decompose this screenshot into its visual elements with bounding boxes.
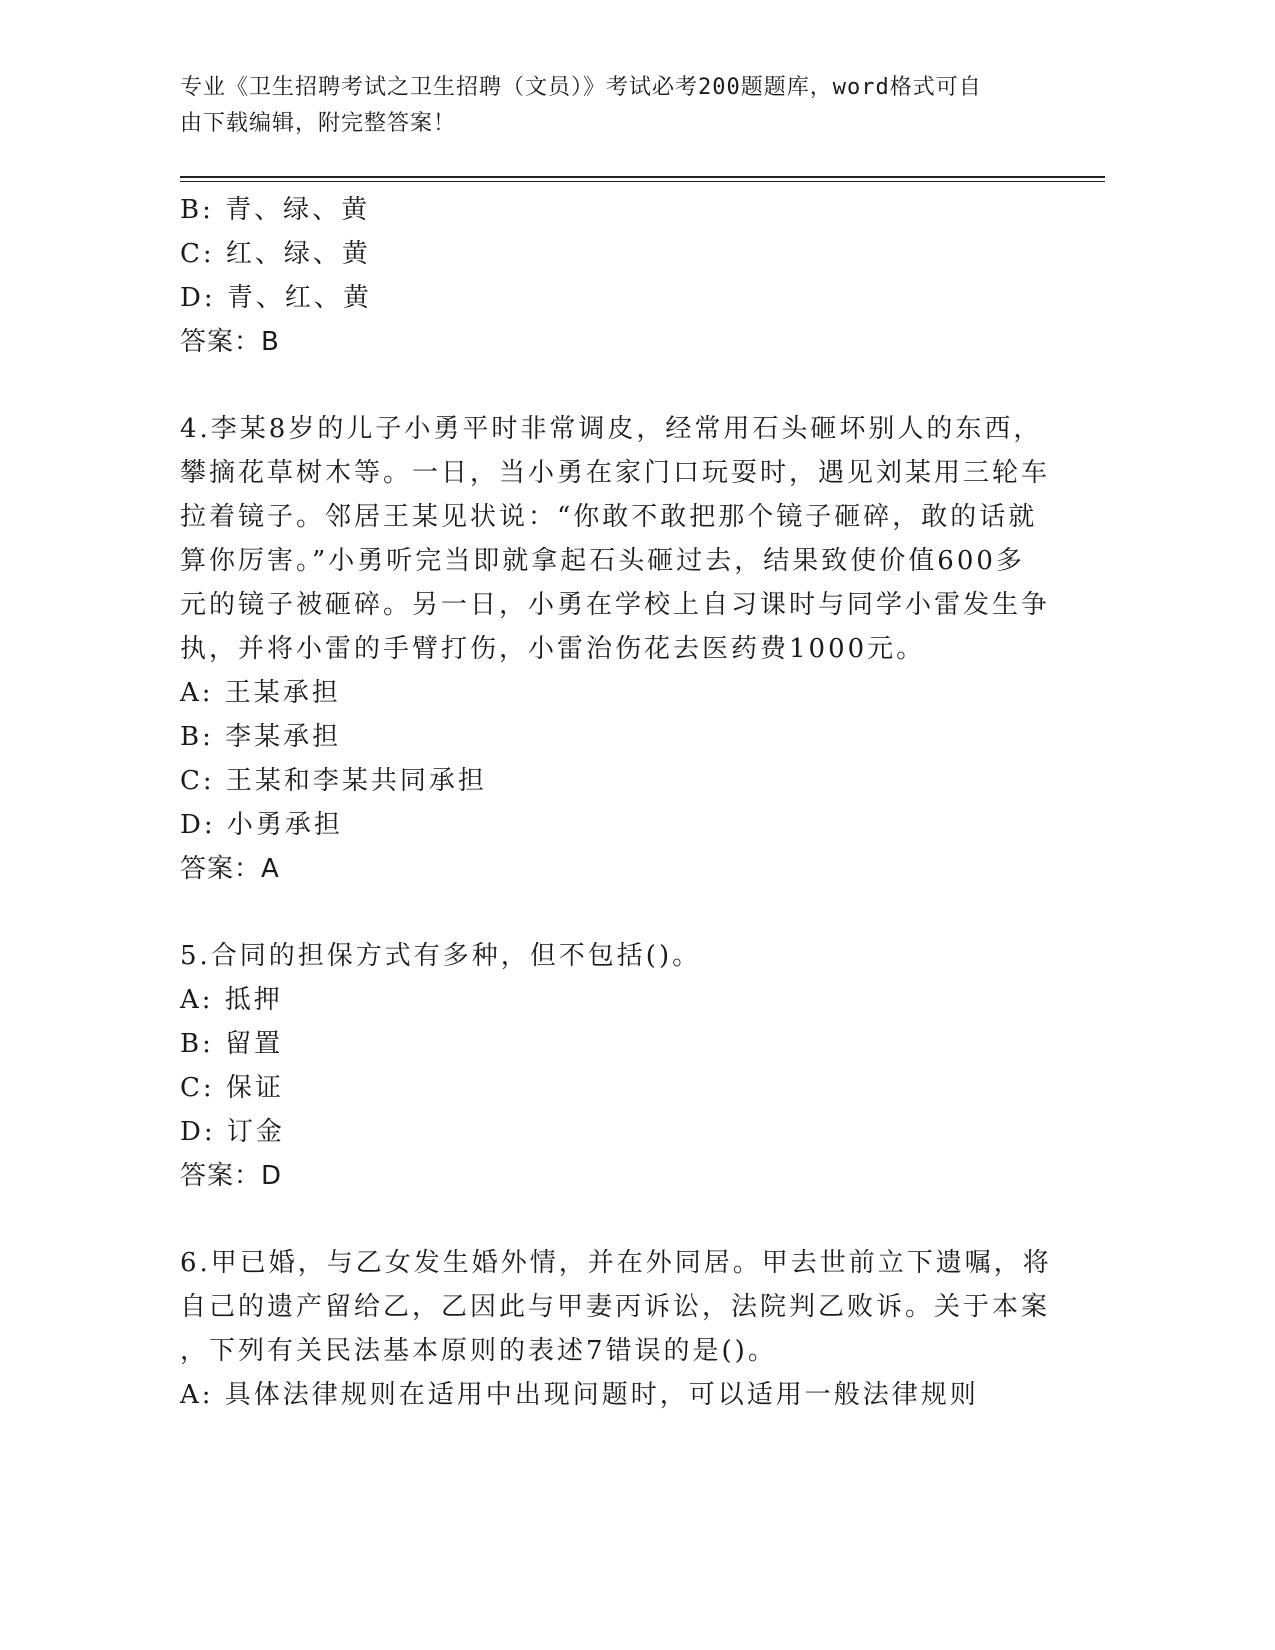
option-b: B: 李某承担 [180,722,342,752]
question-stem-line: 执，并将小雷的手臂打伤，小雷治伤花去医药费1000元。 [180,634,926,664]
question-stem-line: 攀摘花草树木等。一日，当小勇在家门口玩耍时，遇见刘某用三轮车 [180,458,1051,488]
option-b: B: 留置 [180,1029,284,1059]
document-header [180,70,1030,142]
header-line: 由下载编辑，附完整答案！ [180,111,457,136]
option-b: B: 青、绿、黄 [180,195,371,225]
option-d: D: 订金 [180,1117,285,1147]
answer-line: 答案：B [180,327,280,357]
question-stem-line: 5.合同的担保方式有多种，但不包括()。 [180,941,702,971]
option-d: D: 青、红、黄 [180,283,372,313]
option-a: A: 具体法律规则在适用中出现问题时，可以适用一般法律规则 [180,1380,979,1410]
spacer [180,364,1030,407]
question-stem-line: 拉着镜子。邻居王某见状说：“你敢不敢把那个镜子砸碎，敢的话就 [180,502,1038,532]
header-divider-thin [180,181,1105,182]
question-5-block [180,934,1030,1198]
answer-line: 答案：A [180,854,280,884]
answer-line: 答案：D [180,1161,283,1191]
document-body [180,188,1052,1417]
option-a: A: 抵押 [180,985,283,1015]
spacer [180,1198,1030,1241]
question-stem-line: 6.甲已婚，与乙女发生婚外情，并在外同居。甲去世前立下遗嘱，将 [180,1248,1052,1278]
question-stem-line: 4.李某8岁的儿子小勇平时非常调皮，经常用石头砸坏别人的东西， [180,414,1043,444]
question-stem-line: 自己的遗产留给乙，乙因此与甲妻丙诉讼，法院判乙败诉。关于本案 [180,1292,1051,1322]
question-4-block [180,407,1051,891]
question-stem-line: 元的镜子被砸碎。另一日，小勇在学校上自习课时与同学小雷发生争 [180,590,1051,620]
header-line: 专业《卫生招聘考试之卫生招聘（文员）》考试必考200题题库，word格式可自 [180,75,982,100]
question-stem-line: ，下列有关民法基本原则的表述7错误的是()。 [180,1336,777,1366]
spacer [180,891,1030,934]
header-divider-thick [180,176,1105,178]
question-3-block [180,188,1030,364]
option-a: A: 王某承担 [180,678,341,708]
question-stem-line: 算你厉害。”小勇听完当即就拿起石头砸过去，结果致使价值600多 [180,546,1025,576]
option-c: C: 王某和李某共同承担 [180,766,487,796]
option-c: C: 红、绿、黄 [180,239,371,269]
option-c: C: 保证 [180,1073,284,1103]
question-6-block [180,1241,1052,1417]
option-d: D: 小勇承担 [180,810,343,840]
